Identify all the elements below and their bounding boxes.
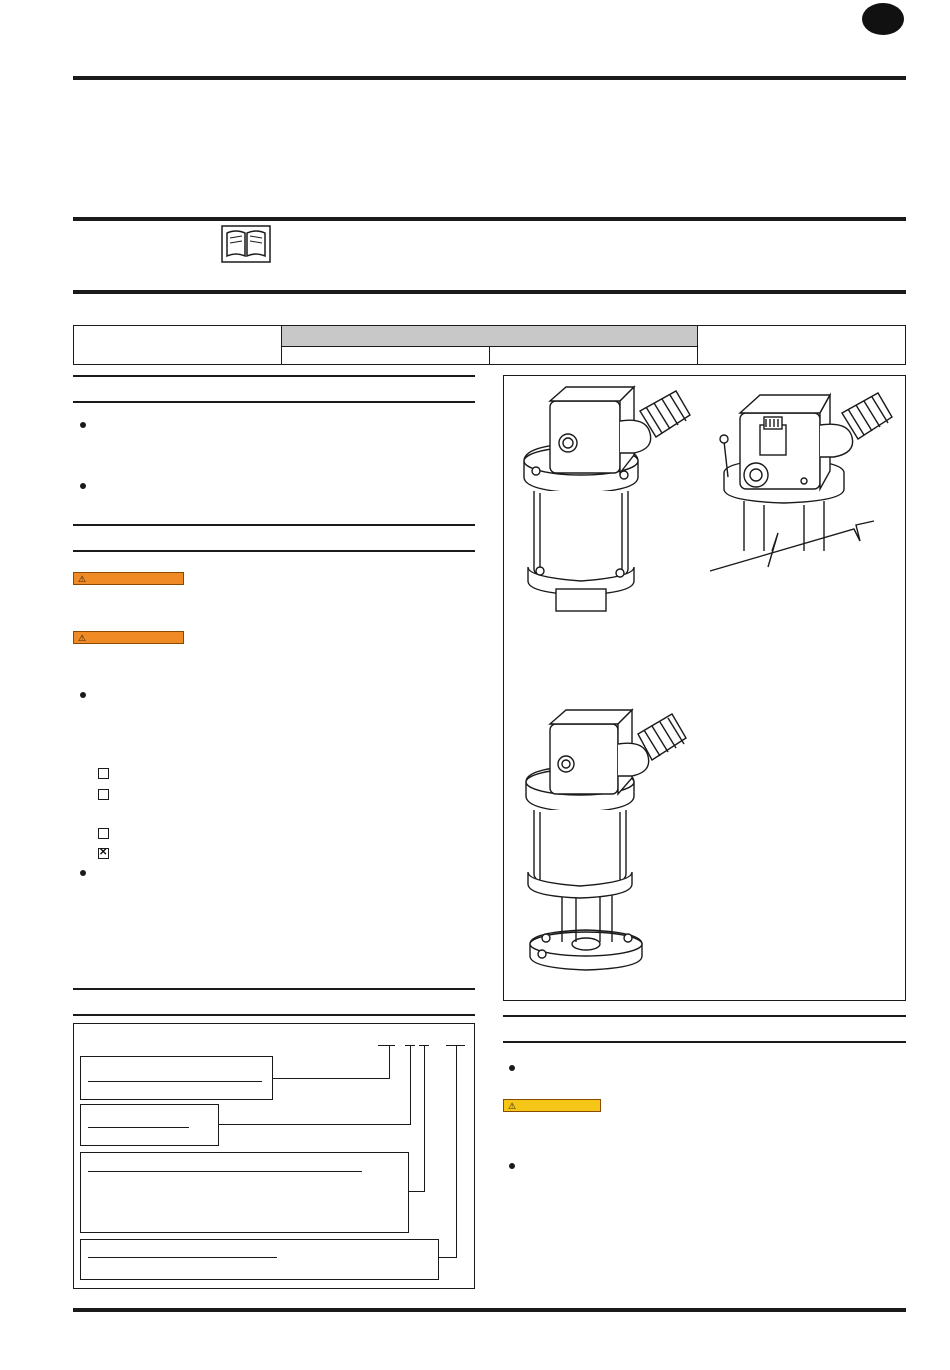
section-1-rule-top <box>73 375 475 377</box>
bullet <box>80 483 86 489</box>
pump-motor-standard-illustration <box>516 381 696 613</box>
figure-panel <box>503 375 906 1001</box>
section-3-rule-bottom <box>73 1014 475 1016</box>
bullet <box>80 870 86 876</box>
footer-rule <box>73 1308 906 1312</box>
model-code-diagram <box>73 1023 475 1289</box>
code-field-box-3 <box>80 1152 409 1233</box>
header-rule-bottom <box>73 290 906 294</box>
section-4-rule-top <box>503 1015 906 1017</box>
open-book-icon <box>221 225 271 263</box>
section-2-rule-top <box>73 524 475 526</box>
section-1-rule-bottom <box>73 401 475 403</box>
caution-label <box>503 1099 601 1112</box>
pump-motor-with-regulator-illustration <box>704 381 900 577</box>
section-2-rule-bottom <box>73 550 475 552</box>
checkbox[interactable] <box>98 789 109 800</box>
header-rule-top <box>73 76 906 80</box>
checkbox[interactable] <box>98 768 109 779</box>
checkbox-checked[interactable] <box>98 848 109 859</box>
spec-table-right-cell <box>697 326 906 364</box>
warning-triangle-icon: ⚠ <box>508 1101 517 1111</box>
spec-table-left-cell <box>74 326 282 364</box>
bullet <box>509 1163 515 1169</box>
warning-label <box>73 631 184 644</box>
pump-motor-on-base-illustration <box>516 706 696 972</box>
section-3-rule-top <box>73 988 475 990</box>
bullet <box>80 692 86 698</box>
section-4-rule-bottom <box>503 1041 906 1043</box>
language-badge <box>862 3 904 35</box>
warning-label <box>73 572 184 585</box>
checkbox[interactable] <box>98 828 109 839</box>
bullet <box>80 422 86 428</box>
spec-table <box>73 325 906 365</box>
bullet <box>509 1065 515 1071</box>
spec-table-center-header <box>282 326 697 347</box>
warning-triangle-icon: ⚠ <box>78 574 87 584</box>
header-rule-mid <box>73 217 906 221</box>
spec-table-col-b <box>490 347 697 364</box>
spec-table-col-a <box>282 347 490 364</box>
code-field-box-2 <box>80 1104 219 1146</box>
code-field-box-1 <box>80 1056 273 1100</box>
warning-triangle-icon: ⚠ <box>78 633 87 643</box>
code-field-box-4 <box>80 1239 439 1280</box>
